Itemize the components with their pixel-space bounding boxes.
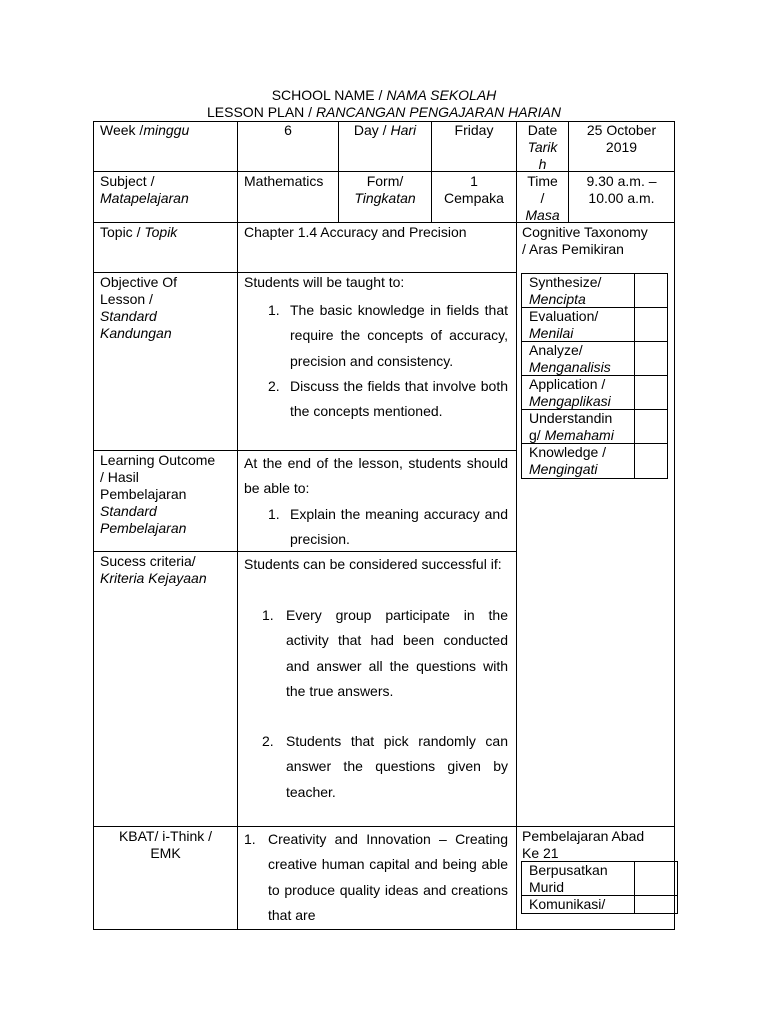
success-list <box>244 603 508 805</box>
lesson-plan-heading: LESSON PLAN / RANCANGAN PENGAJARAN HARIAN <box>207 104 561 120</box>
day-label: Day / Hari <box>353 122 417 138</box>
subject-label: Subject / Matapelajaran <box>100 173 189 206</box>
date-value: 25 October 2019 <box>586 122 657 155</box>
kbat-label: KBAT/ i-Think / EMK <box>118 828 213 861</box>
abad-row: Berpusatkan Murid <box>521 861 678 896</box>
time-value: 9.30 a.m. – 10.00 a.m. <box>586 173 657 206</box>
objective-list <box>244 298 508 424</box>
success-intro: Students can be considered successful if: <box>244 556 502 572</box>
outcome-intro: At the end of the lesson, students should be able to: <box>244 455 508 497</box>
list-item: 2. Discuss the fields that involve both the concepts mentioned. <box>268 377 508 420</box>
kbat-list <box>244 827 508 928</box>
taxonomy-checkbox[interactable] <box>634 341 669 376</box>
taxonomy-checkbox[interactable] <box>634 307 669 342</box>
abad-checkbox[interactable] <box>634 895 679 914</box>
abad-title: Pembelajaran Abad Ke 21 <box>522 828 645 861</box>
list-item: 1. Creativity and Innovation – Creating creative human capital and being able to produce quality ideas and creations that are <box>244 831 508 923</box>
form-value: 1 Cempaka <box>444 173 504 206</box>
day-value: Friday <box>454 122 494 138</box>
taxonomy-row: Knowledge / Mengingati <box>521 443 668 479</box>
topic-value: Chapter 1.4 Accuracy and Precision <box>244 224 467 240</box>
form-label: Form/ Tingkatan <box>354 173 416 206</box>
list-item: 1. The basic knowledge in fields that require the concepts of accuracy, precision and consistency. <box>268 302 508 369</box>
taxonomy-row: Understandin g/ Memahami <box>521 409 668 444</box>
abad-row: Komunikasi/ <box>521 895 678 914</box>
taxonomy-checkbox[interactable] <box>634 443 669 479</box>
taxonomy-checkbox[interactable] <box>634 409 669 444</box>
school-name-heading: SCHOOL NAME / NAMA SEKOLAH <box>271 87 497 103</box>
time-label: Time / Masa <box>525 173 560 223</box>
date-label: Date Tarik h <box>527 122 558 172</box>
taxonomy-row: Application / Mengaplikasi <box>521 375 668 410</box>
taxonomy-row: Synthesize/ Mencipta <box>521 273 668 308</box>
taxonomy-row: Analyze/ Menganalisis <box>521 341 668 376</box>
list-item: 1. Explain the meaning accuracy and precision. <box>268 506 508 548</box>
objective-label: Objective Of Lesson / Standard Kandungan <box>100 274 178 341</box>
week-label: Week /minggu <box>100 122 190 138</box>
taxonomy-row: Evaluation/ Menilai <box>521 307 668 342</box>
taxonomy-checkbox[interactable] <box>634 273 669 308</box>
objective-intro: Students will be taught to: <box>244 274 405 290</box>
success-label: Sucess criteria/ Kriteria Kejayaan <box>100 553 207 586</box>
list-item: 1. Every group participate in the activity that had been conducted and answer all the questions with the true answers. <box>262 607 508 699</box>
outcome-label: Learning Outcome / Hasil Pembelajaran Standard Pembelajaran <box>100 452 216 536</box>
outcome-list <box>244 502 508 553</box>
list-item: 2. Students that pick randomly can answer the questions given by teacher. <box>262 733 508 800</box>
taxonomy-title: Cognitive Taxonomy / Aras Pemikiran <box>522 224 648 257</box>
abad-checkbox[interactable] <box>634 861 679 896</box>
subject-value: Mathematics <box>244 173 324 189</box>
taxonomy-checkbox[interactable] <box>634 375 669 410</box>
topic-label: Topic / Topik <box>100 224 178 240</box>
week-value: 6 <box>284 122 292 138</box>
